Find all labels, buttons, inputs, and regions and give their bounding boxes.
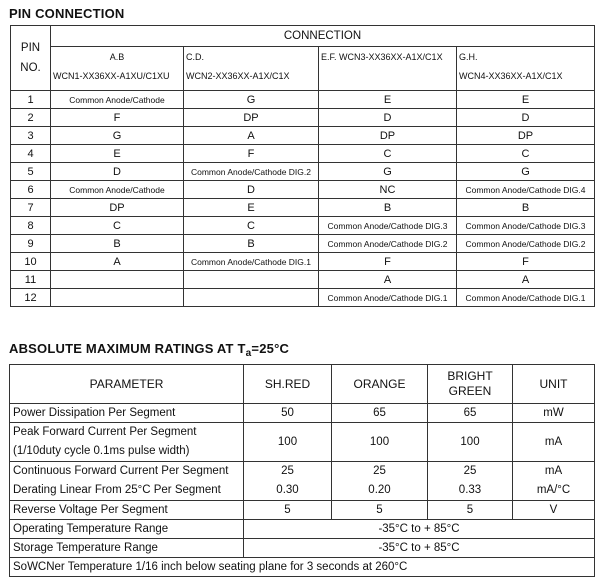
- param-cell: Reverse Voltage Per Segment: [10, 501, 244, 520]
- value-line1: mA: [544, 465, 563, 477]
- unit-cell: mW: [513, 404, 595, 423]
- connection-cell: DP: [51, 199, 184, 217]
- value-line2: mA/°C: [536, 484, 571, 496]
- group-label: C.D.: [186, 52, 204, 62]
- connection-cell: Common Anode/Cathode DIG.3: [319, 217, 457, 235]
- green-cell: 100: [428, 423, 513, 462]
- pin-number: 6: [11, 181, 51, 199]
- connection-cell: B: [184, 235, 319, 253]
- param-cell: Operating Temperature Range: [10, 520, 244, 539]
- connection-cell: DP: [319, 127, 457, 145]
- ratings-title: [9, 341, 289, 359]
- ratings-header-row: [10, 365, 595, 404]
- group-part: WCN3-XX36XX-A1X/C1X: [339, 52, 443, 62]
- pin-connection-title: PIN CONNECTION: [9, 6, 125, 21]
- pin-number: 3: [11, 127, 51, 145]
- group-part: WCN1-XX36XX-A1XU/C1XU: [53, 71, 170, 81]
- connection-cell: B: [457, 199, 595, 217]
- connection-cell: E: [319, 91, 457, 109]
- row-continuous: [10, 462, 595, 501]
- pin-number: 10: [11, 253, 51, 271]
- pin-row: [11, 91, 595, 109]
- connection-cell: G: [319, 163, 457, 181]
- green-cell: 5: [428, 501, 513, 520]
- pin-row: [11, 109, 595, 127]
- connection-cell: Common Anode/Cathode DIG.2: [319, 235, 457, 253]
- connection-cell: NC: [319, 181, 457, 199]
- pin-row: [11, 289, 595, 307]
- connection-cell: C: [184, 217, 319, 235]
- green-cell: 65: [428, 404, 513, 423]
- connection-cell: D: [457, 109, 595, 127]
- header-orange: ORANGE: [332, 365, 428, 404]
- header-unit: UNIT: [513, 365, 595, 404]
- connection-cell: Common Anode/Cathode DIG.1: [184, 253, 319, 271]
- group-part: WCN2-XX36XX-A1X/C1X: [186, 71, 290, 81]
- connection-cell: D: [184, 181, 319, 199]
- connection-cell: Common Anode/Cathode: [51, 181, 184, 199]
- pin-row: [11, 217, 595, 235]
- red-cell: 5: [244, 501, 332, 520]
- connection-cell: C: [51, 217, 184, 235]
- connection-cell: G: [457, 163, 595, 181]
- connection-cell: D: [51, 163, 184, 181]
- pin-table-body: [11, 91, 595, 307]
- orange-cell: 100: [332, 423, 428, 462]
- pin-row: [11, 145, 595, 163]
- row-storage: [10, 539, 595, 558]
- group-label: A.B: [109, 52, 125, 62]
- group-ab-header: [51, 47, 184, 91]
- row-reverse: [10, 501, 595, 520]
- value-line2: 0.33: [458, 484, 482, 496]
- ratings-table: [9, 364, 595, 577]
- pin-number: 4: [11, 145, 51, 163]
- red-cell: [244, 462, 332, 501]
- pin-number: 5: [11, 163, 51, 181]
- connection-cell: F: [457, 253, 595, 271]
- connection-cell: Common Anode/Cathode DIG.2: [184, 163, 319, 181]
- connection-cell: Common Anode/Cathode: [51, 91, 184, 109]
- connection-cell: Common Anode/Cathode DIG.2: [457, 235, 595, 253]
- range-cell: -35°C to + 85°C: [244, 520, 595, 539]
- connection-cell: C: [457, 145, 595, 163]
- connection-cell: F: [319, 253, 457, 271]
- red-cell: 100: [244, 423, 332, 462]
- connection-cell: C: [319, 145, 457, 163]
- unit-cell: mA: [513, 423, 595, 462]
- header-green-line1: BRIGHT: [447, 369, 493, 383]
- group-cd-header: [184, 47, 319, 91]
- orange-cell: 65: [332, 404, 428, 423]
- connection-cell: DP: [184, 109, 319, 127]
- group-gh-header: [457, 47, 595, 91]
- pin-number: 8: [11, 217, 51, 235]
- orange-cell: [332, 462, 428, 501]
- connection-cell: [51, 289, 184, 307]
- connection-cell: E: [184, 199, 319, 217]
- pin-number: 2: [11, 109, 51, 127]
- value-line1: 25: [373, 465, 386, 477]
- row-power: [10, 404, 595, 423]
- connection-cell: A: [184, 127, 319, 145]
- ratings-title-sub: a: [245, 348, 252, 359]
- pin-row: [11, 271, 595, 289]
- header-green-line2: GREEN: [448, 384, 492, 398]
- pin-header: [11, 26, 51, 91]
- param-line2: (1/10duty cycle 0.1ms pulse width): [13, 445, 190, 457]
- connection-cell: F: [51, 109, 184, 127]
- row-solder: [10, 558, 595, 577]
- group-label: G.H.: [459, 52, 478, 62]
- group-ef-line: [319, 52, 456, 67]
- connection-cell: [184, 271, 319, 289]
- connection-cell: D: [319, 109, 457, 127]
- connection-cell: Common Anode/Cathode DIG.1: [457, 289, 595, 307]
- connection-cell: Common Anode/Cathode DIG.1: [319, 289, 457, 307]
- pin-row: [11, 235, 595, 253]
- param-cell: Power Dissipation Per Segment: [10, 404, 244, 423]
- pin-number: 11: [11, 271, 51, 289]
- orange-cell: 5: [332, 501, 428, 520]
- connection-cell: A: [319, 271, 457, 289]
- value-line2: 0.20: [368, 484, 391, 496]
- pin-row: [11, 199, 595, 217]
- connection-cell: A: [51, 253, 184, 271]
- param-line1: Peak Forward Current Per Segment: [13, 426, 197, 438]
- value-line2: 0.30: [276, 484, 299, 496]
- pin-number: 9: [11, 235, 51, 253]
- range-cell: -35°C to + 85°C: [244, 539, 595, 558]
- connection-cell: A: [457, 271, 595, 289]
- green-cell: [428, 462, 513, 501]
- connection-cell: Common Anode/Cathode DIG.3: [457, 217, 595, 235]
- header-parameter: PARAMETER: [10, 365, 244, 404]
- group-label: E.F.: [321, 52, 337, 62]
- unit-cell: V: [513, 501, 595, 520]
- pin-number: 1: [11, 91, 51, 109]
- connection-cell: DP: [457, 127, 595, 145]
- param-cell: Storage Temperature Range: [10, 539, 244, 558]
- param-line1: Continuous Forward Current Per Segment: [13, 465, 229, 477]
- connection-cell: B: [51, 235, 184, 253]
- header-green: [428, 365, 513, 404]
- pin-row: [11, 181, 595, 199]
- connection-cell: E: [51, 145, 184, 163]
- group-ef-header: [319, 47, 457, 91]
- connection-cell: Common Anode/Cathode DIG.4: [457, 181, 595, 199]
- pin-row: [11, 127, 595, 145]
- pin-row: [11, 163, 595, 181]
- pin-header-line1: PIN: [20, 42, 41, 54]
- connection-header: CONNECTION: [51, 26, 595, 47]
- connection-cell: [184, 289, 319, 307]
- pin-number: 12: [11, 289, 51, 307]
- pin-row: [11, 253, 595, 271]
- row-operating: [10, 520, 595, 539]
- connection-cell: E: [457, 91, 595, 109]
- ratings-title-suffix: =25°C: [251, 341, 290, 356]
- connection-cell: [51, 271, 184, 289]
- param-cell: [10, 462, 244, 501]
- header-red: SH.RED: [244, 365, 332, 404]
- unit-cell: [513, 462, 595, 501]
- param-line2: Derating Linear From 25°C Per Segment: [13, 484, 221, 496]
- connection-cell: G: [184, 91, 319, 109]
- pin-number: 7: [11, 199, 51, 217]
- connection-cell: F: [184, 145, 319, 163]
- ratings-title-prefix: ABSOLUTE MAXIMUM RATINGS AT T: [9, 341, 246, 356]
- pin-connection-table: [10, 25, 595, 307]
- value-line1: 25: [463, 465, 477, 477]
- solder-cell: SoWCNer Temperature 1/16 inch below seating plane for 3 seconds at 260°C: [10, 558, 595, 577]
- param-cell: [10, 423, 244, 462]
- red-cell: 50: [244, 404, 332, 423]
- pin-header-line2: NO.: [20, 62, 41, 74]
- value-line1: 25: [281, 465, 294, 477]
- group-part: WCN4-XX36XX-A1X/C1X: [459, 71, 563, 81]
- connection-cell: B: [319, 199, 457, 217]
- row-peak: [10, 423, 595, 462]
- connection-cell: G: [51, 127, 184, 145]
